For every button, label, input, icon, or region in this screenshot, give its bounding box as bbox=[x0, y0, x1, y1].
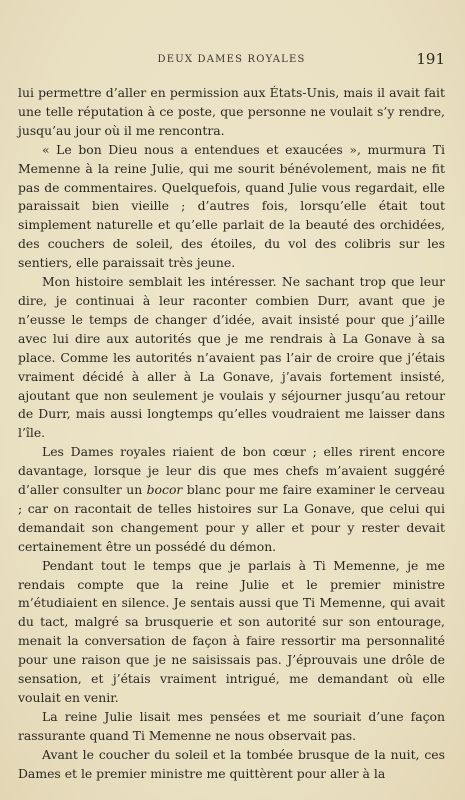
paragraph: « Le bon Dieu nous a entendues et exaucées », murmura Ti Memenne à la reine Julie, qui me sourit bénévolement, mais ne fit pas de commentaires. Quelquefois, quand Julie vous regardait, elle paraissait bien vieille ; d’autres fois, lorsqu’elle était tout simplement naturelle et qu’elle parlait de la beauté des orchidées, des couchers de soleil, des étoiles, du vol des colibris sur les sentiers, elle paraissait très jeune. bbox=[18, 141, 445, 271]
paragraph: Pendant tout le temps que je parlais à Ti Memenne, je me rendais compte que la reine Julie et le premier ministre m’étudiaient en silence. Je sentais aussi que Ti Memenne, qui avait du tact, malgré sa brusquerie et son autorité sur son entourage, menait la conversation de façon à faire ressortir ma personnalité pour une raison que je ne saisissais pas. J’éprouvais une drôle de sensation, et j’étais vraiment intrigué, me demandant où elle voulait en venir. bbox=[18, 557, 445, 705]
body-text bbox=[18, 84, 445, 784]
italic-word: bocor bbox=[146, 482, 183, 498]
page-header bbox=[18, 52, 445, 72]
paragraph bbox=[18, 443, 445, 556]
paragraph: Mon histoire semblait les intéresser. Ne sachant trop que leur dire, je continuai à leur raconter combien Durr, avant que je n’eusse le temps de changer d’idée, avait insisté pour que j’aille avec lui dire aux autorités que je me rendrais à La Gonave à sa place. Comme les autorités n’avaient pas l’air de croire que j’étais vraiment décidé à aller à La Gonave, j’avais fortement insisté, ajoutant que non seulement je voulais y séjourner jusqu’au retour de Durr, mais aussi longtemps qu’elles voudraient me laisser dans l’île. bbox=[18, 274, 445, 441]
paragraph: Avant le coucher du soleil et la tombée brusque de la nuit, ces Dames et le premier ministre me quittèrent pour aller à la bbox=[18, 746, 445, 781]
paragraph-text: Les Dames royales riaient de bon cœur ; elles rirent encore davantage, lorsque je leur dis que mes chefs m’avaient suggéré d’aller consulter un bbox=[18, 444, 445, 498]
paragraph-text: blanc pour me faire examiner le cerveau ; car on racontait de telles histoires sur La Gonave, que celui qui demandait son changement pour y aller et pour y rester devait certainement être un possédé du démon. bbox=[18, 482, 445, 554]
paragraph: lui permettre d’aller en permission aux États-Unis, mais il avait fait une telle réputation à ce poste, que personne ne voulait s’y rendre, jusqu’au jour où il me rencontra. bbox=[18, 85, 445, 138]
page-number: 191 bbox=[416, 50, 445, 68]
running-head: DEUX DAMES ROYALES bbox=[157, 54, 306, 65]
paragraph: La reine Julie lisait mes pensées et me souriait d’une façon rassurante quand Ti Memenne ne nous observait pas. bbox=[18, 708, 445, 743]
